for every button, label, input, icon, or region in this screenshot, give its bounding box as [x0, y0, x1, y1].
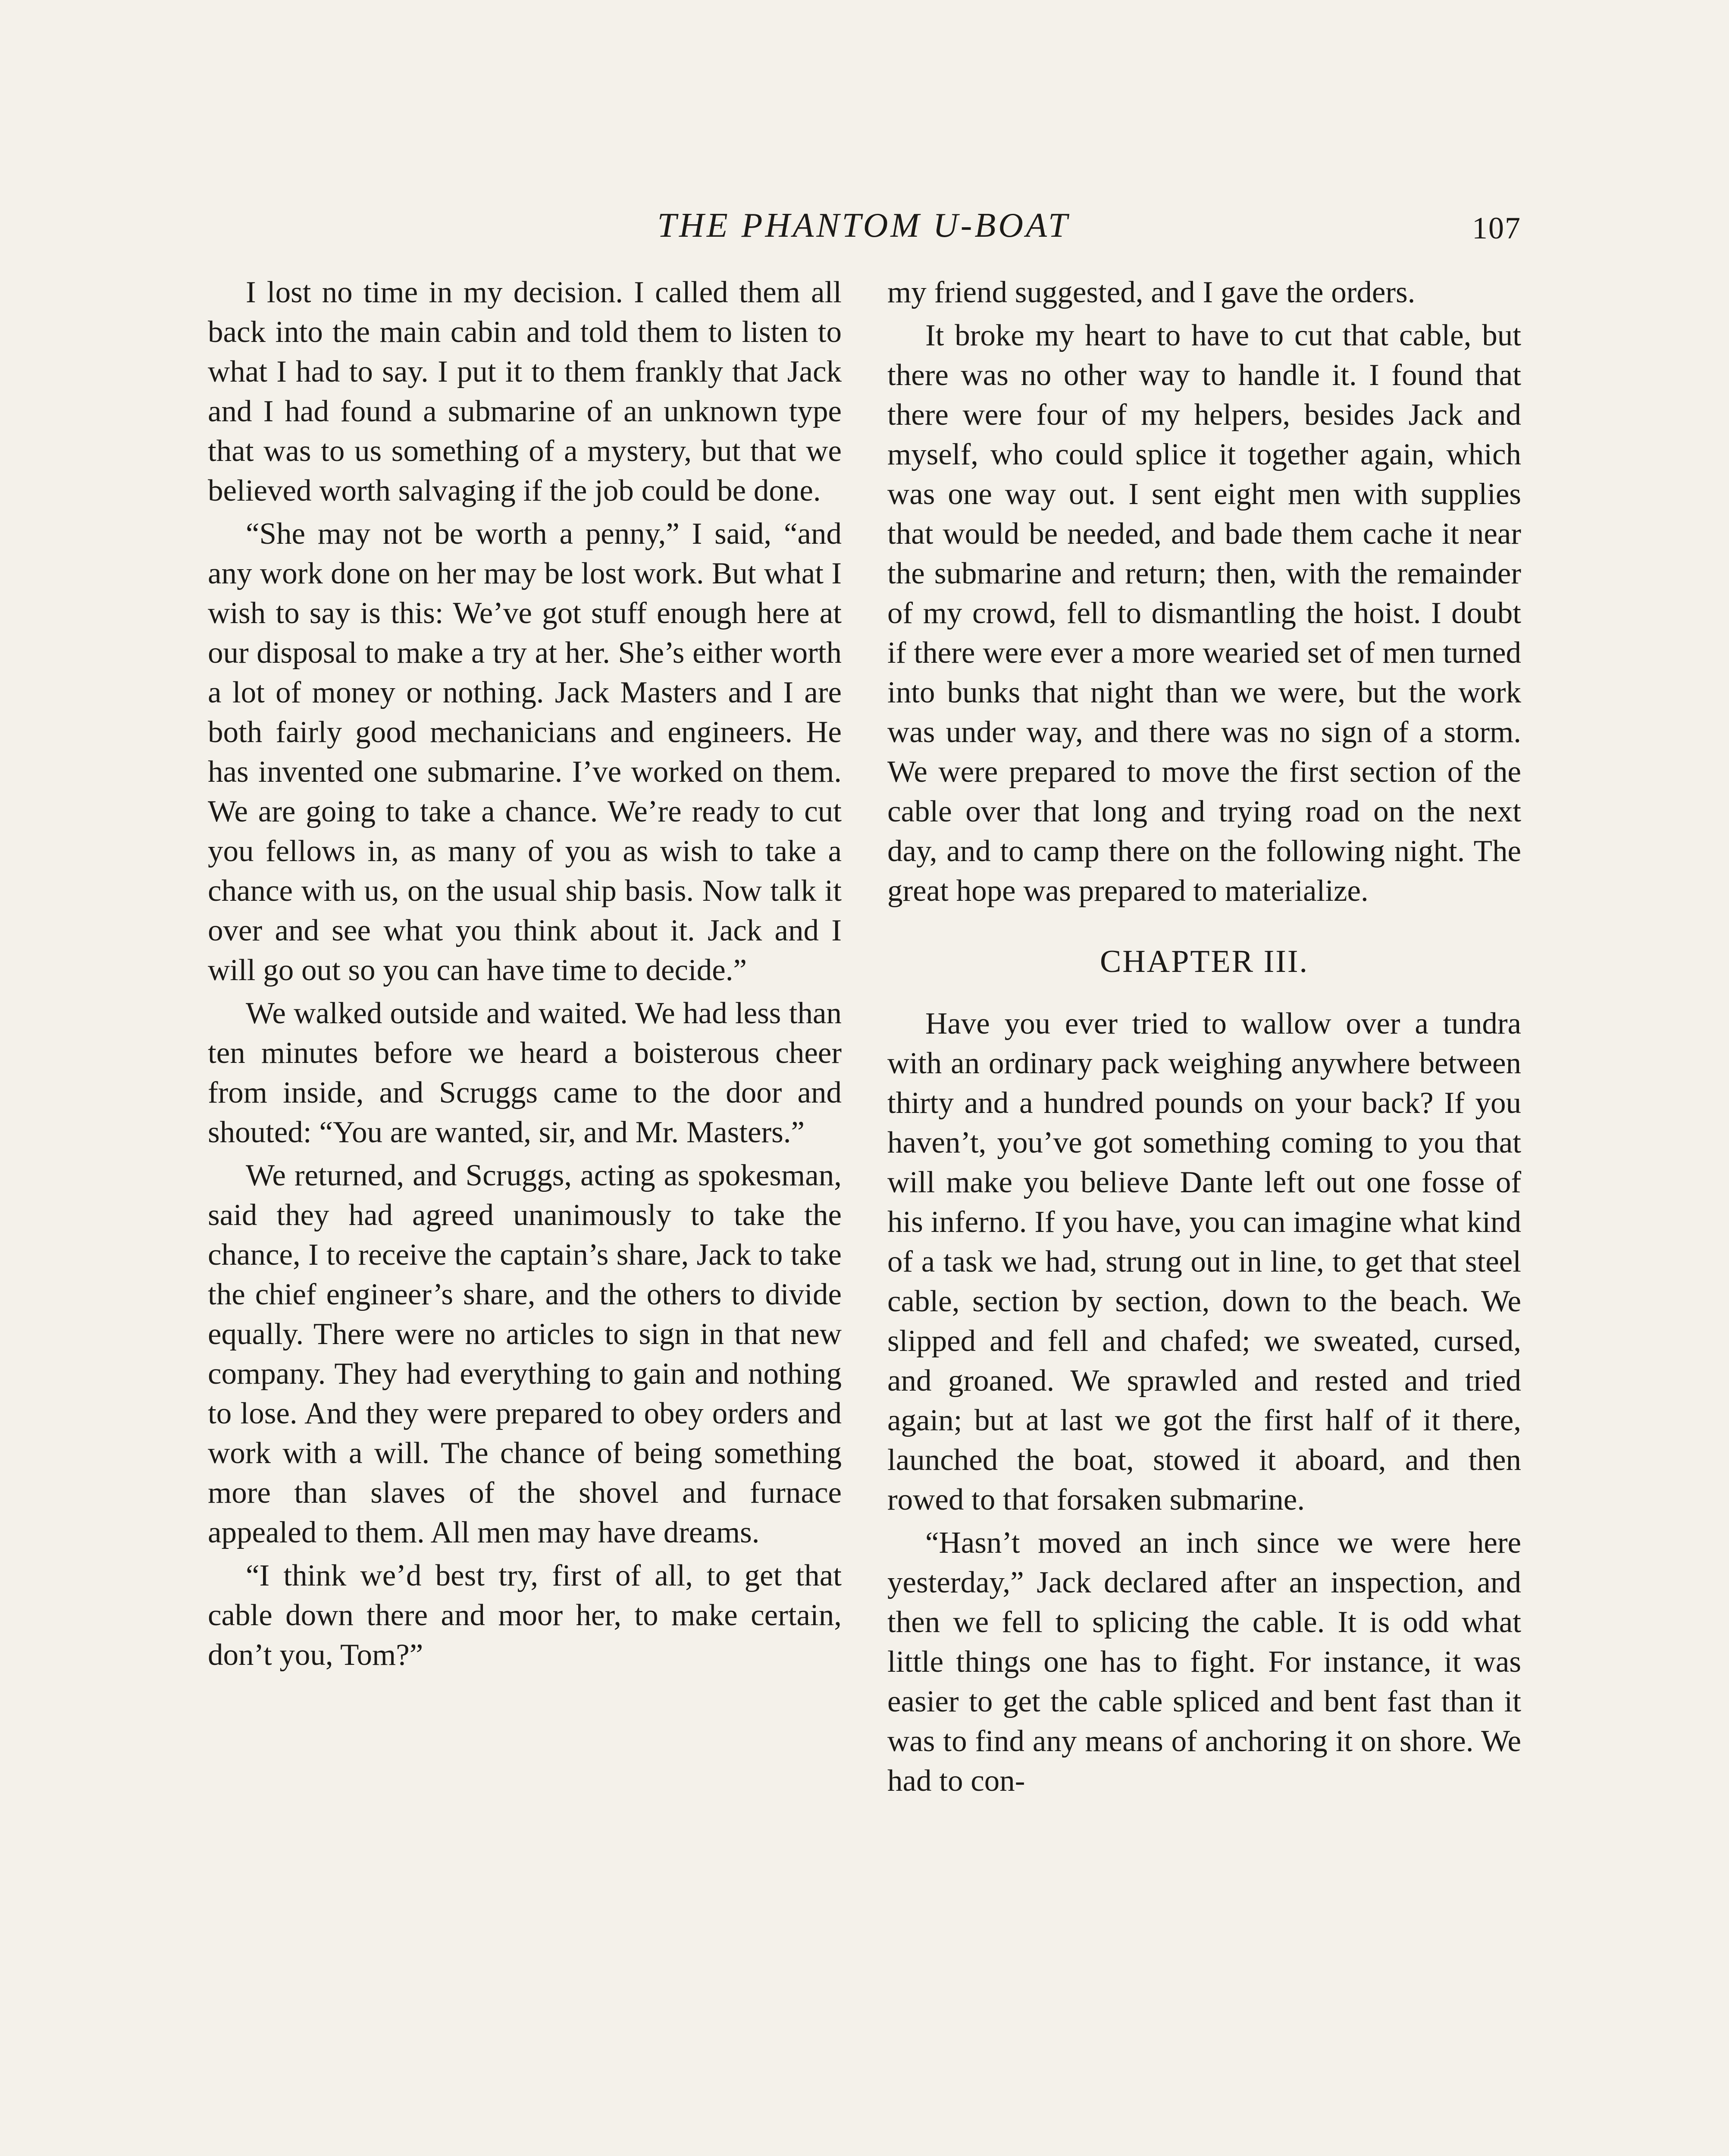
left-column	[208, 273, 842, 1678]
paragraph: “I think we’d best try, first of all, to get that cable down there and moor her, to make certain, don’t you, Tom?”	[208, 1559, 842, 1672]
right-column	[887, 273, 1521, 1804]
paragraph: Have you ever tried to wallow over a tundra with an ordinary pack weighing anywhere between thirty and a hundred pounds on your back? If you haven’t, you’ve got something coming to you that will make you believe Dante left out one fosse of his inferno. If you have, you can imagine what kind of a task we had, strung out in line, to get that steel cable, section by section, down to the beach. We slipped and fell and chafed; we sweated, cursed, and groaned. We sprawled and rested and tried again; but at last we got the first half of it there, launched the boat, stowed it aboard, and then rowed to that forsaken submarine.	[887, 1007, 1521, 1517]
paragraph: It broke my heart to have to cut that cable, but there was no other way to handle it. I found that there were four of my helpers, besides Jack and myself, who could splice it together again, which was one way out. I sent eight men with supplies that would be needed, and bade them cache it near the submarine and return; then, with the remainder of my crowd, fell to dismantling the hoist. I doubt if there were ever a more wearied set of men turned into bunks that night than we were, but the work was under way, and there was no sign of a storm. We were prepared to move the first section of the cable over that long and trying road on the next day, and to camp there on the following night. The great hope was prepared to materialize.	[887, 319, 1521, 908]
page-number: 107	[1472, 211, 1521, 245]
paragraph: I lost no time in my decision. I called them all back into the main cabin and told them to listen to what I had to say. I put it to them frankly that Jack and I had found a submarine of an unknown type that was to us something of a mystery, but that we believed worth salvaging if the job could be done.	[208, 276, 842, 508]
paragraph: We walked outside and waited. We had less than ten minutes before we heard a boisterous cheer from inside, and Scruggs came to the door and shouted: “You are wanted, sir, and Mr. Masters.”	[208, 997, 842, 1149]
paragraph: We returned, and Scruggs, acting as spokesman, said they had agreed unanimously to take the chance, I to receive the captain’s share, Jack to take the chief engineer’s share, and the others to divide equally. There were no articles to sign in that new company. They had everything to gain and nothing to lose. And they were prepared to obey orders and work with a will. The chance of being something more than slaves of the shovel and furnace appealed to them. All men may have dreams.	[208, 1159, 842, 1549]
page-header	[206, 202, 1521, 258]
paragraph-continued: my friend suggested, and I gave the orders.	[887, 276, 1416, 309]
chapter-heading: CHAPTER III.	[1099, 944, 1309, 979]
paragraph: “She may not be worth a penny,” I said, “and any work done on her may be lost work. But what I wish to say is this: We’ve got stuff enough here at our disposal to make a try at her. She’s either worth a lot of money or nothing. Jack Masters and I are both fairly good mechanicians and engineers. He has invented one submarine. I’ve worked on them. We are going to take a chance. We’re ready to cut you fellows in, as many of you as wish to take a chance with us, on the usual ship basis. Now talk it over and see what you think about it. Jack and I will go out so you can have time to decide.”	[208, 517, 842, 987]
running-title: THE PHANTOM U-BOAT	[657, 207, 1070, 244]
paragraph: “Hasn’t moved an inch since we were here yesterday,” Jack declared after an inspection, and then we fell to splicing the cable. It is odd what little things one has to fight. For instance, it was easier to get the cable spliced and bent fast than it was to find any means of anchoring it on shore. We had to con-	[887, 1526, 1521, 1798]
